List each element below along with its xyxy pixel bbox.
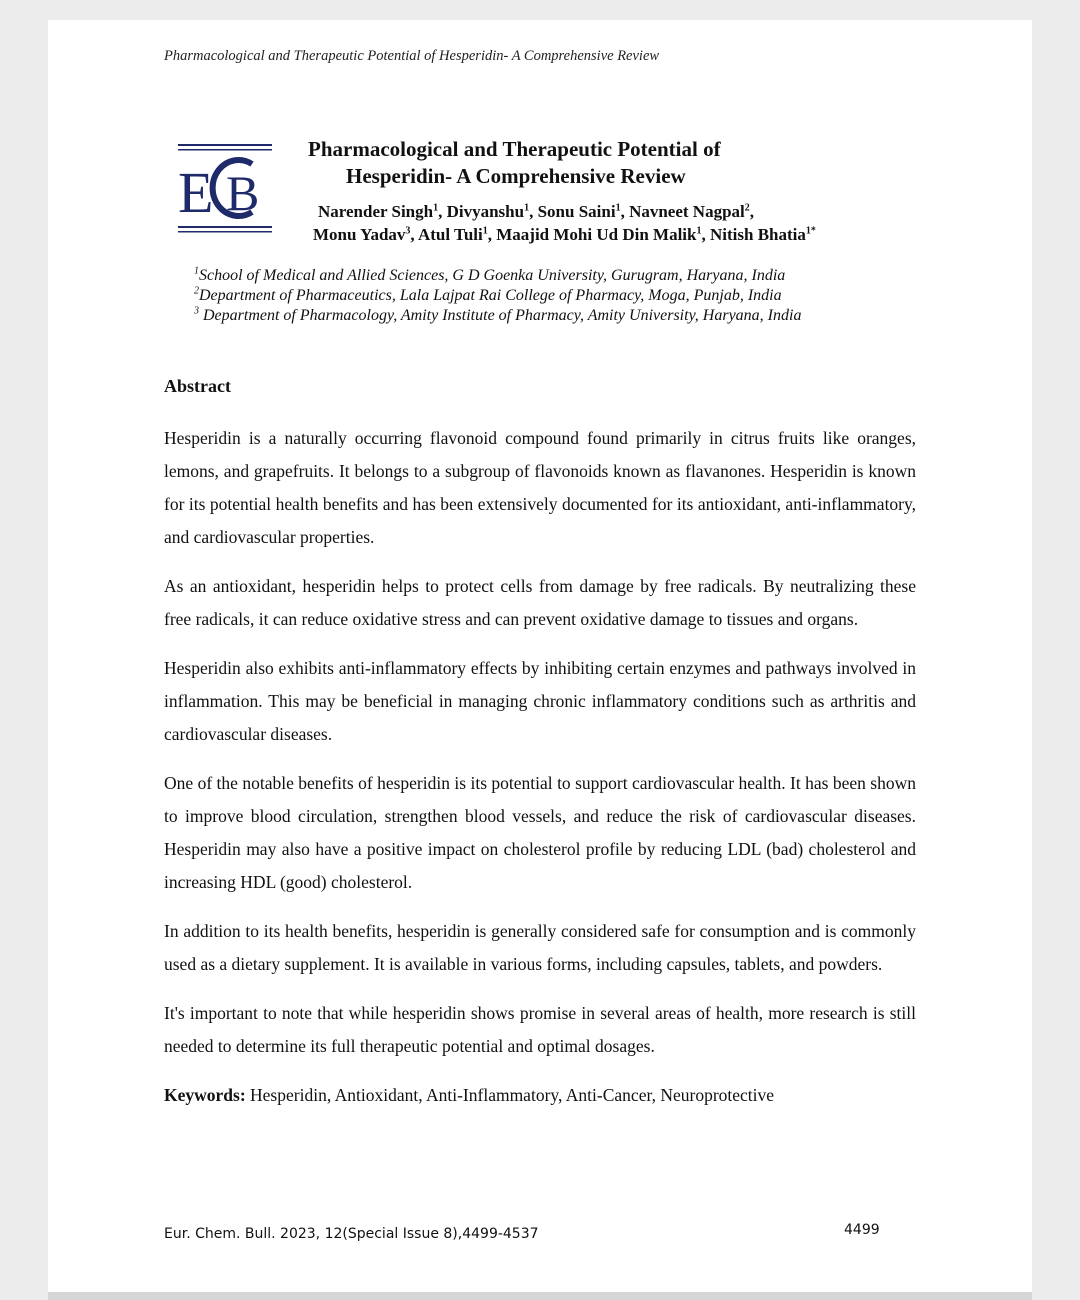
author-sup: 1	[615, 202, 621, 214]
ecb-logo-icon	[178, 142, 274, 234]
abstract-body	[164, 422, 916, 1128]
author-line-2	[308, 223, 948, 246]
author: Divyanshu	[446, 202, 525, 221]
author-line-1	[308, 200, 948, 223]
affiliation-text: Department of Pharmacology, Amity Institute of Pharmacy, Amity University, Haryana, India	[199, 307, 802, 324]
abstract-paragraph: Hesperidin also exhibits anti-inflammatory effects by inhibiting certain enzymes and pathways involved in inflammation. This may be beneficial in managing chronic inflammatory conditions such as arthritis and cardiovascular diseases.	[164, 658, 916, 744]
affiliation-text: School of Medical and Allied Sciences, G D Goenka University, Gurugram, Haryana, India	[199, 267, 786, 284]
title-line-2: Hesperidin- A Comprehensive Review	[346, 164, 686, 188]
affiliation-sup: 3	[194, 305, 199, 317]
affiliation-sup: 2	[194, 285, 199, 297]
abstract-paragraph: One of the notable benefits of hesperidin is its potential to support cardiovascular health. It has been shown to improve blood circulation, strengthen blood vessels, and reduce the risk of cardiovascular diseases. Hesperidin may also have a positive impact on cholesterol profile by reducing LDL (bad) cholesterol and increasing HDL (good) cholesterol.	[164, 773, 916, 892]
abstract-paragraph: As an antioxidant, hesperidin helps to protect cells from damage by free radicals. By neutralizing these free radicals, it can reduce oxidative stress and can prevent oxidative damage to tissues and organs.	[164, 576, 916, 629]
author-sep: ,	[410, 225, 418, 244]
affiliation-text: Department of Pharmaceutics, Lala Lajpat Rai College of Pharmacy, Moga, Punjab, India	[199, 287, 782, 304]
abstract-paragraph: It's important to note that while hesperidin shows promise in several areas of health, more research is still needed to determine its full therapeutic potential and optimal dosages.	[164, 1003, 916, 1056]
affiliation	[194, 306, 954, 326]
author-list	[308, 200, 948, 246]
author-sep: ,	[438, 202, 447, 221]
author-sup: 1	[433, 202, 439, 214]
page-edge	[48, 1292, 1032, 1300]
author: Sonu Saini	[537, 202, 616, 221]
author-sup: 1	[696, 225, 702, 237]
author-sep: ,	[620, 202, 630, 221]
affiliations	[194, 266, 954, 326]
author-sep: ,	[701, 225, 710, 244]
logo-letter-b: B	[226, 165, 260, 221]
keywords	[164, 1079, 916, 1112]
keywords-label: Keywords:	[164, 1085, 246, 1105]
author-sep: ,	[749, 202, 755, 221]
author: Nitish Bhatia	[709, 225, 806, 244]
author-sup: 1	[524, 202, 530, 214]
title-line-1: Pharmacological and Therapeutic Potential of	[308, 137, 721, 161]
author-sup: 3	[405, 225, 411, 237]
running-head: Pharmacological and Therapeutic Potential of Hesperidin- A Comprehensive Review	[164, 48, 660, 64]
author: Navneet Nagpal	[629, 202, 745, 221]
page-number: 4499	[844, 1222, 880, 1238]
affiliation	[194, 286, 954, 306]
journal-logo	[178, 142, 274, 234]
author-sup: 1	[482, 225, 488, 237]
author-sep: ,	[487, 225, 497, 244]
author: Monu Yadav	[313, 225, 406, 244]
affiliation-sup: 1	[194, 265, 199, 277]
author-sep: ,	[529, 202, 538, 221]
affiliation	[194, 266, 954, 286]
footer-citation: Eur. Chem. Bull. 2023, 12(Special Issue 8),4499-4537	[164, 1226, 539, 1242]
author: Narender Singh	[318, 202, 434, 221]
paper-title	[308, 136, 828, 190]
logo-letter-e: E	[178, 160, 214, 225]
keywords-text: Hesperidin, Antioxidant, Anti-Inflammatory, Anti-Cancer, Neuroprotective	[245, 1085, 775, 1105]
author: Maajid Mohi Ud Din Malik	[496, 225, 697, 244]
author: Atul Tuli	[417, 225, 483, 244]
author-sup: 1*	[805, 225, 816, 237]
abstract-paragraph: In addition to its health benefits, hesperidin is generally considered safe for consumption and is commonly used as a dietary supplement. It is available in various forms, including capsules, tablets, and powders.	[164, 921, 916, 974]
abstract-heading: Abstract	[164, 376, 231, 396]
author-sup: 2	[744, 202, 750, 214]
abstract-paragraph: Hesperidin is a naturally occurring flavonoid compound found primarily in citrus fruits like oranges, lemons, and grapefruits. It belongs to a subgroup of flavonoids known as flavanones. Hesperidin is known for its potential health benefits and has been extensively documented for its antioxidant, anti-inflammatory, and cardiovascular properties.	[164, 428, 916, 547]
page	[48, 20, 1032, 1292]
